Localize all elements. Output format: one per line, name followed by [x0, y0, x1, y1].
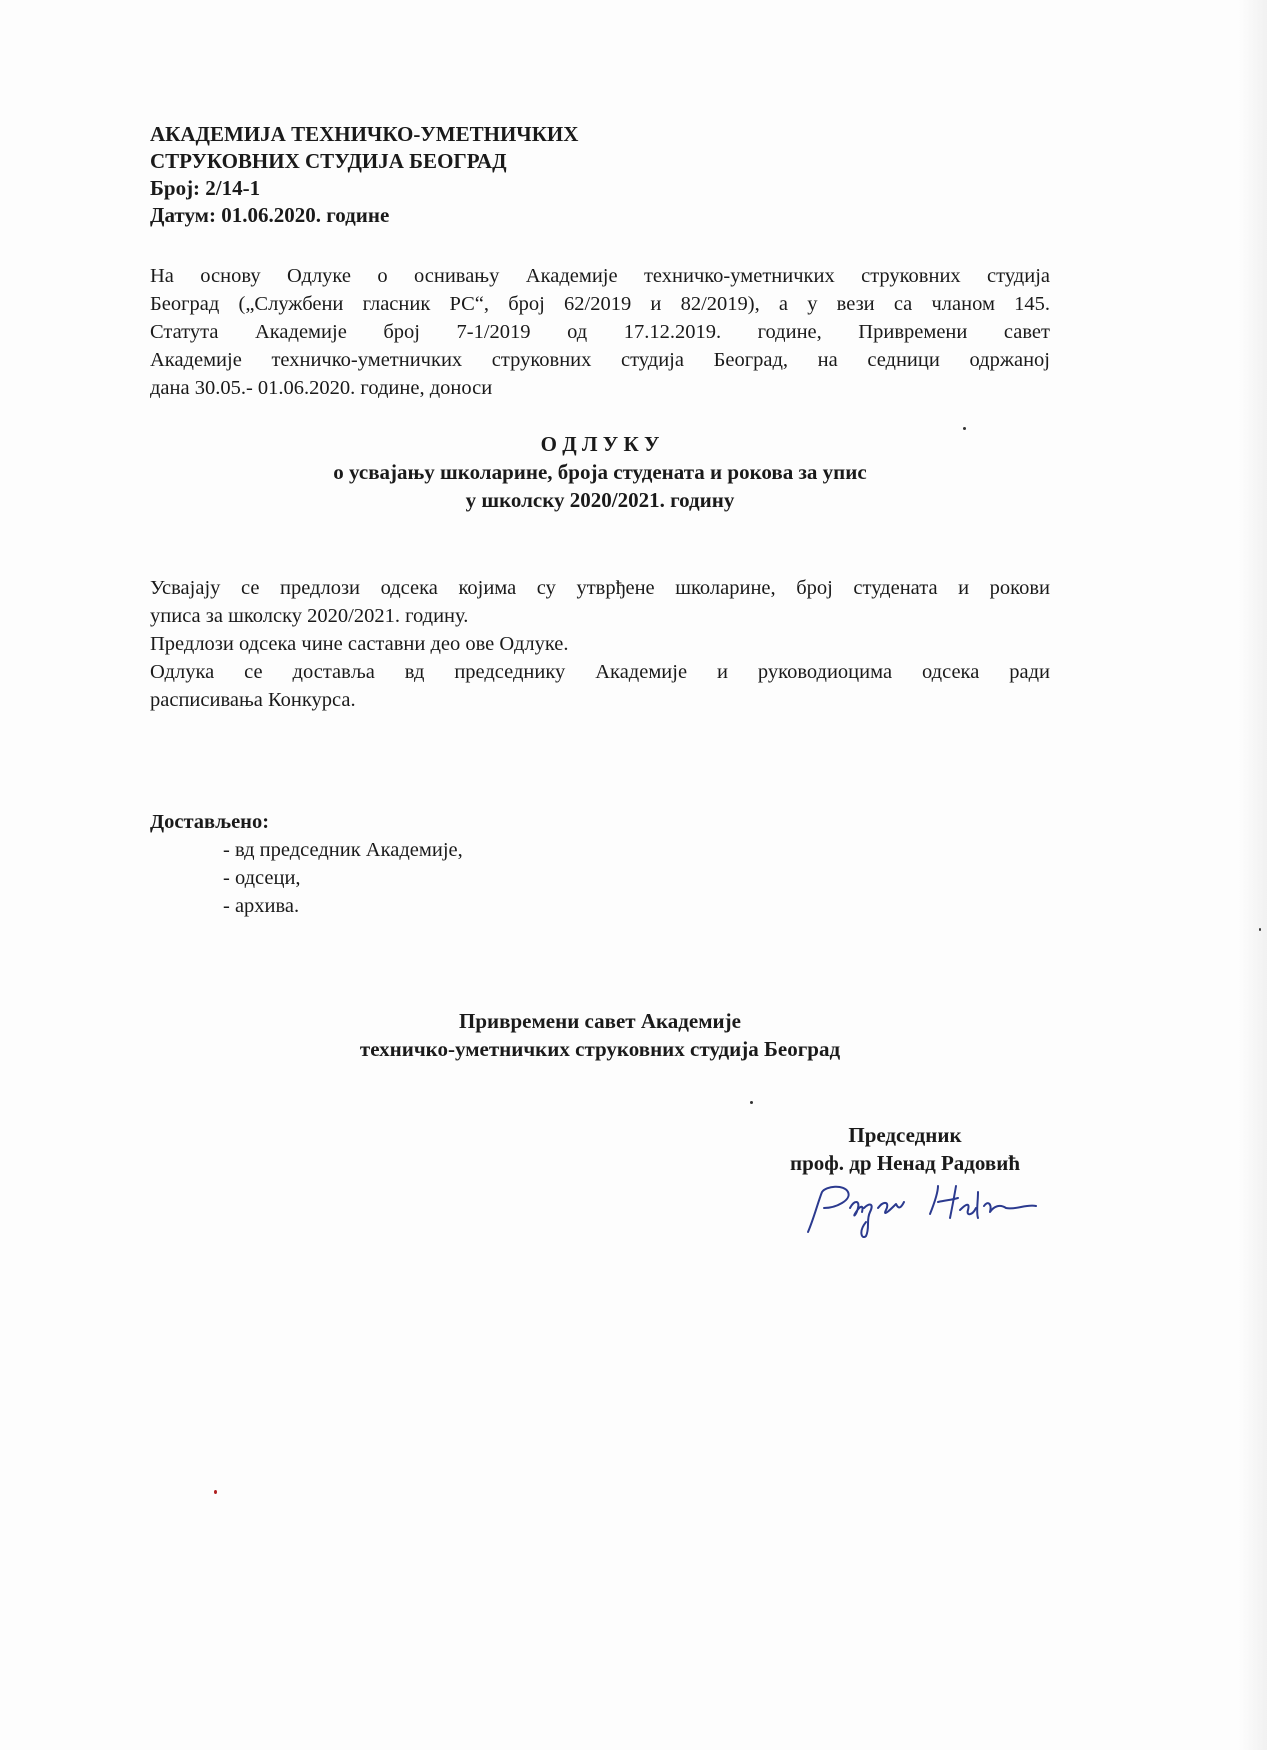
- intro-line: Статута Академије број 7-1/2019 од 17.12.2019. године, Привремени савет: [150, 321, 1050, 343]
- council-line1: Привремени савет Академије: [459, 1009, 741, 1033]
- body-paragraph-1-line1: Усвајају се предлози одсека којима су утврђене школарине, број студената и рокови: [150, 577, 1050, 599]
- intro-paragraph: [150, 262, 1050, 402]
- scan-speck: [214, 1490, 217, 1494]
- institution-name-line2: СТРУКОВНИХ СТУДИЈА БЕОГРАД: [150, 149, 507, 173]
- scan-edge-shadow: [1239, 0, 1267, 1750]
- signer-role: Председник: [848, 1123, 962, 1147]
- intro-line: На основу Одлуке о оснивању Академије техничко-уметничких струковних студија: [150, 265, 1050, 287]
- delivered-item: - одсеци,: [223, 867, 301, 889]
- decision-subtitle-line2: у школску 2020/2021. годину: [465, 488, 735, 512]
- document-header: [150, 121, 578, 229]
- delivered-section: [150, 808, 463, 920]
- decision-body: [150, 574, 1050, 714]
- intro-line: дана 30.05.- 01.06.2020. године, доноси: [150, 377, 493, 399]
- body-paragraph-3-line1: Одлука се доставља вд председнику Академије и руководиоцима одсека ради: [150, 661, 1050, 683]
- delivered-list: [150, 836, 463, 920]
- decision-subtitle-line1: о усвајању школарине, броја студената и рокова за упис: [333, 460, 867, 484]
- delivered-item: - вд председник Академије,: [223, 839, 463, 861]
- document-date: Датум: 01.06.2020. године: [150, 203, 390, 227]
- intro-line: Академије техничко-уметничких струковних студија Београд, на седници одржаној: [150, 349, 1050, 371]
- institution-name-line1: АКАДЕМИЈА ТЕХНИЧКО-УМЕТНИЧКИХ: [150, 122, 579, 146]
- delivered-label: Достављено:: [150, 811, 270, 833]
- handwritten-signature: [800, 1178, 1090, 1238]
- scan-speck: [750, 1101, 753, 1104]
- signer-name: проф. др Ненад Радовић: [789, 1151, 1021, 1175]
- council-signature-block: [150, 1007, 1050, 1063]
- decision-title: О Д Л У К У: [540, 432, 660, 456]
- scan-speck: [1259, 928, 1261, 931]
- intro-line: Београд („Службени гласник РС“, број 62/2019 и 82/2019), а у вези са чланом 145.: [150, 293, 1050, 315]
- scan-speck: [963, 427, 966, 430]
- body-paragraph-2: Предлози одсека чине саставни део ове Одлуке.: [150, 633, 569, 655]
- body-paragraph-1-line2: уписа за школску 2020/2021. годину.: [150, 605, 469, 627]
- body-paragraph-3-line2: расписивања Конкурса.: [150, 689, 356, 711]
- document-number: Број: 2/14-1: [150, 176, 261, 200]
- signer-block: [760, 1121, 1050, 1177]
- decision-heading: [150, 430, 1050, 514]
- council-line2: техничко-уметничких струковних студија Београд: [359, 1037, 841, 1061]
- delivered-item: - архива.: [223, 895, 300, 917]
